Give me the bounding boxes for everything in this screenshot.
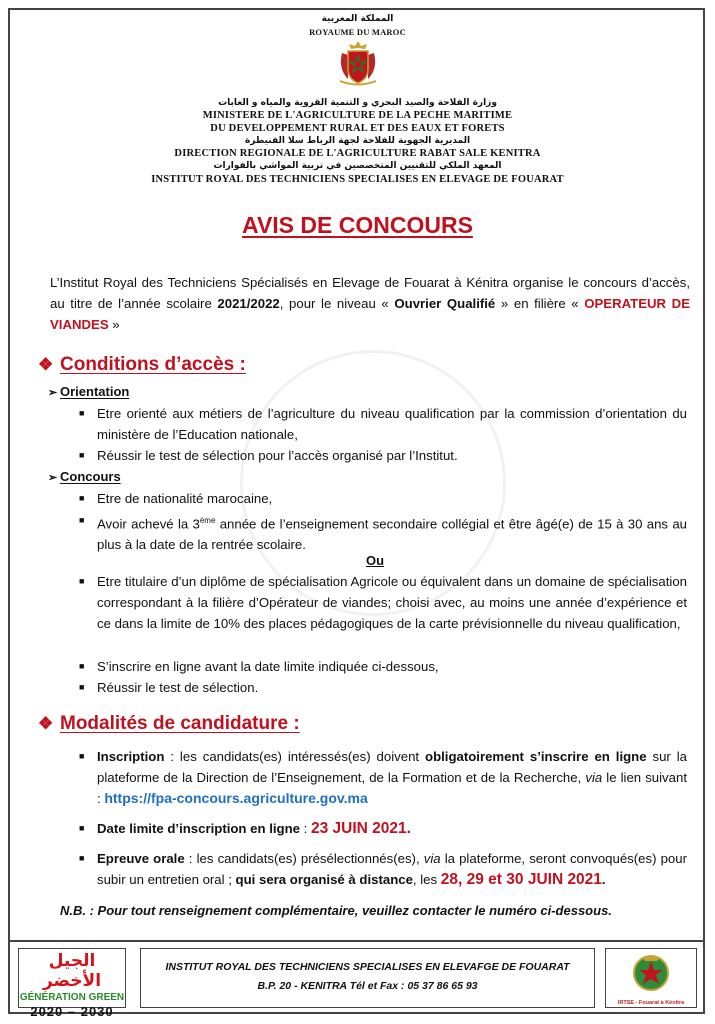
nb-note: N.B. : Pour tout renseignement complémentaire, veuillez contacter le numéro ci-dessous. bbox=[60, 903, 612, 918]
registration-link[interactable]: https://fpa-concours.agriculture.gov.ma bbox=[104, 790, 368, 806]
list-item: ■ Etre titulaire d’un diplôme de spécialisation Agricole ou équivalent dans un domaine de spécialisation correspondant à la filière d’Opérateur de viandes; choisi avec, au moins une année d’expérience et ce dans la limite de 10% des places pédagogiques de la carte prévisionnelle du niveau qualification, bbox=[97, 571, 687, 634]
list-item: ■ Etre de nationalité marocaine, bbox=[97, 488, 687, 509]
ministry-fr-2: DU DEVELOPPEMENT RURAL ET DES EAUX ET FORETS bbox=[210, 123, 505, 134]
square-bullet-icon: ■ bbox=[79, 853, 85, 863]
arrow-bullet-icon: ➢ bbox=[48, 387, 58, 399]
list-item: ■ S’inscrire en ligne avant la date limite indiquée ci-dessous, bbox=[97, 656, 687, 677]
square-bullet-icon: ■ bbox=[79, 515, 85, 525]
square-bullet-icon: ■ bbox=[79, 682, 85, 692]
ou-separator: Ou bbox=[365, 553, 385, 568]
square-bullet-icon: ■ bbox=[79, 408, 85, 418]
footer-phone: B.P. 20 - KENITRA Tél et Fax : 05 37 86 65 93 bbox=[257, 980, 478, 992]
diamond-bullet-icon: ❖ bbox=[38, 355, 54, 374]
royal-emblem-icon bbox=[334, 39, 382, 87]
footer-contact bbox=[140, 948, 595, 1008]
footer-divider bbox=[8, 940, 705, 942]
oral-dates: 28, 29 et 30 JUIN 2021 bbox=[440, 871, 602, 888]
institute-ar: المعهد الملكي للتقنيين المتخصصين في تربية المواشي بالفوارات bbox=[213, 161, 502, 171]
list-item: ■ Réussir le test de sélection. bbox=[97, 677, 687, 698]
deadline-date: 23 JUIN 2021. bbox=[310, 820, 411, 837]
level: Ouvrier Qualifié bbox=[394, 296, 496, 311]
institute-fr: INSTITUT ROYAL DES TECHNICIENS SPECIALISES EN ELEVAGE DE FOUARAT bbox=[151, 174, 564, 185]
filiere: OPERATEUR DE VIANDES bbox=[50, 296, 690, 332]
generation-green-logo: الجيل الأخضر GÉNÉRATION GREEN 2020 – 2030 bbox=[18, 948, 126, 1008]
orientation-heading: ➢ Orientation bbox=[48, 384, 130, 399]
inscription-item: ■ Inscription : les candidats(es) intéressés(es) doivent obligatoirement s’inscrire en ligne sur la plateforme de la Direction de l’Enseignement, de la Formation et de la Recherche, via le lien suivant : https://fpa-concours.agriculture.gov.ma bbox=[97, 746, 687, 809]
direction-fr: DIRECTION REGIONALE DE L'AGRICULTURE RABAT SALE KENITRA bbox=[174, 148, 541, 159]
square-bullet-icon: ■ bbox=[79, 493, 85, 503]
conditions-heading: ❖ Conditions d’accès : bbox=[38, 354, 246, 375]
square-bullet-icon: ■ bbox=[79, 450, 85, 460]
footer-institute: INSTITUT ROYAL DES TECHNICIENS SPECIALISES EN ELEVAFGE DE FOUARAT bbox=[165, 961, 570, 973]
concours-heading: ➢ Concours bbox=[48, 469, 121, 484]
school-year: 2021/2022 bbox=[217, 296, 280, 311]
ministry-ar: وزارة الفلاحة والصيد البحري و التنمية القروية والمياه و الغابات bbox=[218, 98, 497, 108]
list-item: ■ Réussir le test de sélection pour l’accès organisé par l’Institut. bbox=[97, 445, 687, 466]
kingdom-ar: المملكة المغربية bbox=[321, 14, 394, 24]
logo-caption: IRTSE - Fouarat à Kénitra bbox=[617, 1000, 685, 1006]
square-bullet-icon: ■ bbox=[79, 576, 85, 586]
square-bullet-icon: ■ bbox=[79, 751, 85, 761]
institute-emblem-icon bbox=[631, 953, 671, 993]
arrow-bullet-icon: ➢ bbox=[48, 472, 58, 484]
list-item: ■ Etre orienté aux métiers de l’agriculture du niveau qualification par la commission d’orientation du ministère de l’Education nationale, bbox=[97, 403, 687, 445]
page-title: AVIS DE CONCOURS bbox=[242, 212, 473, 238]
modalites-heading: ❖ Modalités de candidature : bbox=[38, 713, 300, 734]
square-bullet-icon: ■ bbox=[79, 823, 85, 833]
diamond-bullet-icon: ❖ bbox=[38, 714, 54, 733]
ministry-fr-1: MINISTERE DE L'AGRICULTURE DE LA PECHE MARITIME bbox=[202, 110, 513, 121]
date-limit-item: ■ Date limite d’inscription en ligne : 23 JUIN 2021. bbox=[79, 820, 411, 837]
kingdom-fr: ROYAUME DU MAROC bbox=[309, 27, 406, 37]
direction-ar: المديرية الجهوية للفلاحة لجهة الرباط سلا القنيطرة bbox=[244, 136, 471, 146]
institute-logo bbox=[605, 948, 697, 1008]
epreuve-item: ■ Epreuve orale : les candidats(es) présélectionnés(es), via la plateforme, seront convoqués(es) pour subir un entretien oral ; qui sera organisé à distance, les 28, 29 et 30 JUIN 2021. bbox=[97, 848, 687, 890]
square-bullet-icon: ■ bbox=[79, 661, 85, 671]
intro-paragraph: L’Institut Royal des Techniciens Spécialisés en Elevage de Fouarat à Kénitra organise le concours d’accès, au titre de l’année scolaire 2021/2022, pour le niveau « Ouvrier Qualifié » en filière « OPERATEUR DE VIANDES » bbox=[50, 275, 690, 332]
list-item: ■ Avoir achevé la 3ème année de l’enseignement secondaire collégial et être âgé(e) de 15 à 30 ans au plus à la date de la rentrée scolaire. bbox=[97, 510, 687, 555]
